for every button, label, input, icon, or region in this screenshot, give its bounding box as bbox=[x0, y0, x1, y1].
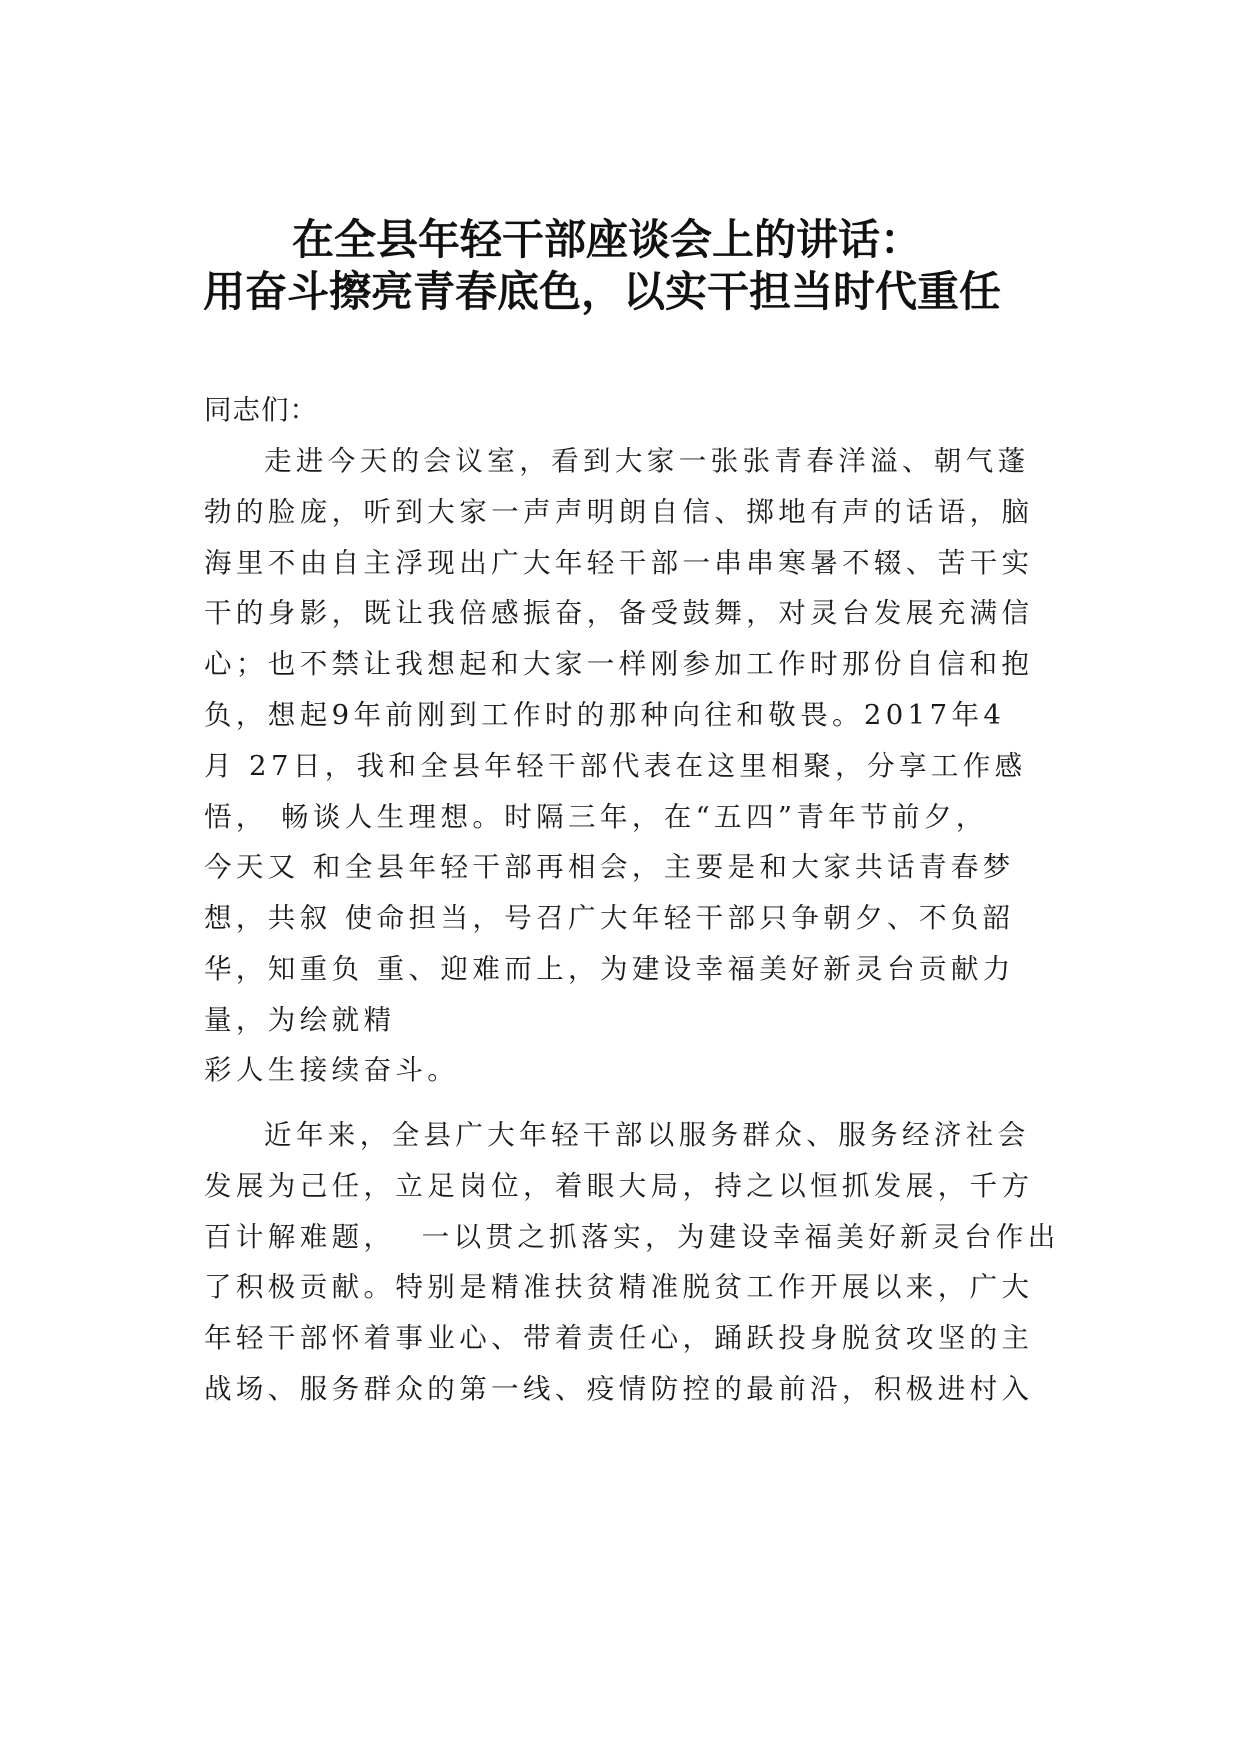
paragraph-1-line: 海里不由自主浮现出广大年轻干部一串串寒暑不辍、苦干实 bbox=[204, 546, 1034, 579]
paragraph-1 bbox=[204, 436, 1064, 1094]
paragraph-2-line: 近年来，全县广大年轻干部以服务群众、服务经济社会 bbox=[264, 1119, 1030, 1151]
paragraph-1-line: 心；也不禁让我想起和大家一样刚参加工作时那份自信和抱 bbox=[204, 648, 1034, 681]
paragraph-1-line: 华，知重负 重、迎难而上，为建设幸福美好新灵台贡献力 bbox=[204, 952, 1015, 985]
paragraph-2-line: 了积极贡献。特别是精准扶贫精准脱贫工作开展以来，广大 bbox=[204, 1271, 1034, 1304]
title-line-1: 在全县年轻干部座谈会上的讲话： bbox=[292, 215, 923, 264]
paragraph-2-line: 百计解难题， 一以贯之抓落实，为建设幸福美好新灵台作出 bbox=[204, 1220, 1060, 1253]
salutation: 同志们： bbox=[204, 394, 318, 426]
paragraph-1-line: 彩人生接续奋斗。 bbox=[204, 1053, 460, 1086]
paragraph-1-line: 勃的脸庞，听到大家一声声明朗自信、掷地有声的话语，脑 bbox=[204, 495, 1034, 528]
paragraph-1-line: 想，共叙 使命担当，号召广大年轻干部只争朝夕、不负韶 bbox=[204, 902, 1015, 935]
paragraph-1-line: 月 27日，我和全县年轻干部代表在这里相聚，分享工作感 bbox=[204, 749, 1027, 782]
paragraph-2 bbox=[204, 1110, 1064, 1415]
paragraph-1-line: 干的身影，既让我倍感振奋，备受鼓舞，对灵台发展充满信 bbox=[204, 597, 1034, 630]
paragraph-1-line: 走进今天的会议室，看到大家一张张青春洋溢、朝气蓬 bbox=[264, 445, 1030, 477]
paragraph-1-line: 负，想起9年前刚到工作时的那种向往和敬畏。2017年4 bbox=[204, 698, 1006, 731]
paragraph-1-line: 悟， 畅谈人生理想。时隔三年，在“五四”青年节前夕， bbox=[204, 800, 988, 833]
paragraph-1-line: 量，为绘就精 bbox=[204, 1003, 396, 1036]
title-line-2: 用奋斗擦亮青春底色，以实干担当时代重任 bbox=[203, 267, 1002, 316]
paragraph-2-line: 年轻干部怀着事业心、带着责任心，踊跃投身脱贫攻坚的主 bbox=[204, 1322, 1034, 1355]
paragraph-2-line: 战场、服务群众的第一线、疫情防控的最前沿，积极进村入 bbox=[204, 1372, 1034, 1405]
paragraph-2-line: 发展为己任，立足岗位，着眼大局，持之以恒抓发展，千方 bbox=[204, 1169, 1034, 1202]
paragraph-1-line: 今天又 和全县年轻干部再相会，主要是和大家共话青春梦 bbox=[204, 851, 1015, 884]
